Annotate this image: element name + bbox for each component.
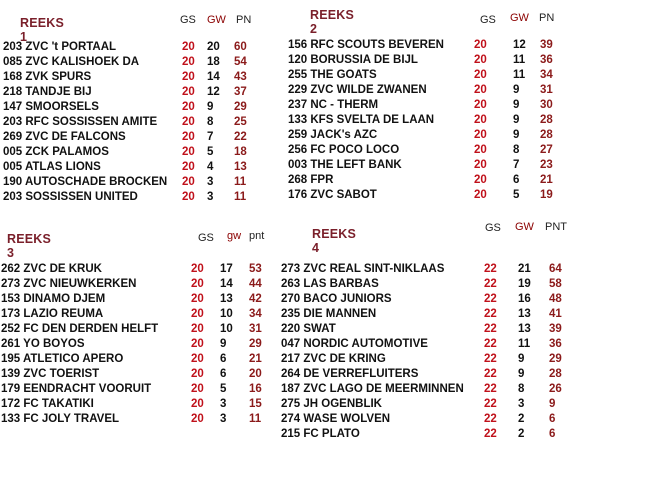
team-name: 190 AUTOSCHADE BROCKEN bbox=[3, 176, 168, 188]
games-won: 12 bbox=[513, 39, 526, 51]
games-won: 7 bbox=[513, 159, 520, 171]
table-row bbox=[288, 53, 568, 68]
games-played: 20 bbox=[182, 116, 195, 128]
team-name: 085 ZVC KALISHOEK DA bbox=[3, 56, 140, 68]
table-row bbox=[1, 412, 276, 427]
team-name: 262 ZVC DE KRUK bbox=[1, 263, 102, 275]
reeks1-table bbox=[3, 40, 283, 205]
games-played: 22 bbox=[484, 308, 497, 320]
table-row bbox=[1, 307, 276, 322]
points: 53 bbox=[249, 263, 262, 275]
games-played: 20 bbox=[474, 39, 487, 51]
points: 58 bbox=[549, 278, 562, 290]
table-row bbox=[1, 397, 276, 412]
games-played: 20 bbox=[191, 383, 204, 395]
team-name: 255 THE GOATS bbox=[288, 69, 377, 81]
points: 31 bbox=[249, 323, 262, 335]
team-name: 203 RFC SOSSISSEN AMITE bbox=[3, 116, 158, 128]
games-played: 20 bbox=[191, 368, 204, 380]
games-won: 14 bbox=[207, 71, 220, 83]
points: 9 bbox=[549, 398, 556, 410]
points: 6 bbox=[549, 413, 556, 425]
table-row bbox=[281, 337, 581, 352]
games-won: 6 bbox=[513, 174, 520, 186]
games-won: 13 bbox=[220, 293, 233, 305]
games-won: 9 bbox=[513, 129, 520, 141]
games-won: 12 bbox=[207, 86, 220, 98]
points: 28 bbox=[549, 368, 562, 380]
points: 11 bbox=[249, 413, 262, 425]
games-played: 20 bbox=[191, 308, 204, 320]
table-row bbox=[288, 143, 568, 158]
games-won: 3 bbox=[207, 176, 214, 188]
team-name: 187 ZVC LAGO DE MEERMINNEN bbox=[281, 383, 464, 395]
reeks4-header-pn: PNT bbox=[545, 221, 567, 233]
table-row bbox=[3, 145, 283, 160]
reeks3-header-pn: pnt bbox=[249, 230, 265, 242]
games-played: 22 bbox=[484, 323, 497, 335]
games-played: 20 bbox=[182, 176, 195, 188]
table-row bbox=[1, 262, 276, 277]
table-row bbox=[281, 412, 581, 427]
team-name: 133 KFS SVELTA DE LAAN bbox=[288, 114, 435, 126]
points: 22 bbox=[234, 131, 247, 143]
points: 19 bbox=[540, 189, 553, 201]
games-played: 20 bbox=[474, 54, 487, 66]
games-played: 20 bbox=[191, 323, 204, 335]
games-played: 22 bbox=[484, 293, 497, 305]
team-name: 156 RFC SCOUTS BEVEREN bbox=[288, 39, 444, 51]
table-row bbox=[3, 175, 283, 190]
team-name: 270 BACO JUNIORS bbox=[281, 293, 392, 305]
table-row bbox=[281, 292, 581, 307]
games-won: 16 bbox=[518, 293, 531, 305]
games-won: 19 bbox=[518, 278, 531, 290]
games-won: 5 bbox=[220, 383, 227, 395]
games-played: 20 bbox=[474, 114, 487, 126]
points: 39 bbox=[540, 39, 553, 51]
games-won: 9 bbox=[513, 99, 520, 111]
team-name: 261 YO BOYOS bbox=[1, 338, 85, 350]
team-name: 047 NORDIC AUTOMOTIVE bbox=[281, 338, 428, 350]
games-won: 21 bbox=[518, 263, 531, 275]
reeks1-header-gw: GW bbox=[207, 14, 226, 26]
table-row bbox=[281, 352, 581, 367]
games-won: 9 bbox=[513, 114, 520, 126]
team-name: 274 WASE WOLVEN bbox=[281, 413, 391, 425]
games-won: 2 bbox=[518, 428, 525, 440]
games-played: 20 bbox=[474, 99, 487, 111]
games-won: 9 bbox=[513, 84, 520, 96]
games-won: 8 bbox=[518, 383, 525, 395]
table-row bbox=[1, 352, 276, 367]
games-played: 20 bbox=[474, 84, 487, 96]
reeks3-header-gw: gw bbox=[227, 230, 242, 242]
reeks2-header-pn: PN bbox=[539, 12, 555, 24]
games-played: 22 bbox=[484, 383, 497, 395]
team-name: 168 ZVK SPURS bbox=[3, 71, 92, 83]
games-won: 5 bbox=[513, 189, 520, 201]
table-row bbox=[281, 427, 581, 442]
games-played: 22 bbox=[484, 353, 497, 365]
reeks3-title: REEKS 3 bbox=[7, 232, 52, 260]
games-played: 20 bbox=[182, 86, 195, 98]
team-name: 153 DINAMO DJEM bbox=[1, 293, 106, 305]
games-played: 20 bbox=[191, 413, 204, 425]
games-won: 3 bbox=[518, 398, 525, 410]
team-name: 218 TANDJE BIJ bbox=[3, 86, 92, 98]
points: 29 bbox=[249, 338, 262, 350]
games-won: 11 bbox=[513, 54, 526, 66]
points: 34 bbox=[540, 69, 553, 81]
points: 26 bbox=[549, 383, 562, 395]
team-name: 237 NC - THERM bbox=[288, 99, 379, 111]
games-played: 20 bbox=[182, 41, 195, 53]
team-name: 139 ZVC TOERIST bbox=[1, 368, 100, 380]
reeks3-table bbox=[1, 262, 276, 427]
team-name: 273 ZVC REAL SINT-NIKLAAS bbox=[281, 263, 445, 275]
team-name: 220 SWAT bbox=[281, 323, 336, 335]
points: 31 bbox=[540, 84, 553, 96]
games-won: 13 bbox=[518, 308, 531, 320]
reeks1-header-pn: PN bbox=[236, 14, 252, 26]
points: 43 bbox=[234, 71, 247, 83]
games-played: 20 bbox=[191, 338, 204, 350]
games-won: 14 bbox=[220, 278, 233, 290]
games-won: 2 bbox=[518, 413, 525, 425]
games-won: 3 bbox=[220, 398, 227, 410]
table-row bbox=[3, 55, 283, 70]
points: 28 bbox=[540, 114, 553, 126]
points: 44 bbox=[249, 278, 262, 290]
points: 42 bbox=[249, 293, 262, 305]
games-won: 3 bbox=[207, 191, 214, 203]
games-played: 20 bbox=[191, 398, 204, 410]
team-name: 229 ZVC WILDE ZWANEN bbox=[288, 84, 427, 96]
points: 41 bbox=[549, 308, 562, 320]
points: 21 bbox=[540, 174, 553, 186]
table-row bbox=[281, 322, 581, 337]
table-row bbox=[288, 188, 568, 203]
points: 21 bbox=[249, 353, 262, 365]
games-won: 9 bbox=[220, 338, 227, 350]
points: 39 bbox=[549, 323, 562, 335]
games-won: 6 bbox=[220, 353, 227, 365]
table-row bbox=[281, 262, 581, 277]
points: 11 bbox=[234, 191, 247, 203]
table-row bbox=[3, 130, 283, 145]
games-played: 20 bbox=[191, 293, 204, 305]
team-name: 005 ZCK PALAMOS bbox=[3, 146, 109, 158]
games-won: 5 bbox=[207, 146, 214, 158]
table-row bbox=[281, 367, 581, 382]
team-name: 215 FC PLATO bbox=[281, 428, 360, 440]
reeks1-title: REEKS 1 bbox=[20, 16, 65, 44]
table-row bbox=[288, 68, 568, 83]
games-won: 8 bbox=[207, 116, 214, 128]
games-played: 22 bbox=[484, 398, 497, 410]
team-name: 005 ATLAS LIONS bbox=[3, 161, 101, 173]
games-won: 17 bbox=[220, 263, 233, 275]
table-row bbox=[1, 322, 276, 337]
games-won: 9 bbox=[518, 353, 525, 365]
games-played: 20 bbox=[182, 101, 195, 113]
points: 6 bbox=[549, 428, 556, 440]
points: 64 bbox=[549, 263, 562, 275]
points: 29 bbox=[549, 353, 562, 365]
games-played: 20 bbox=[182, 56, 195, 68]
games-played: 22 bbox=[484, 413, 497, 425]
table-row bbox=[1, 367, 276, 382]
games-played: 20 bbox=[474, 189, 487, 201]
table-row bbox=[3, 85, 283, 100]
table-row bbox=[281, 277, 581, 292]
games-played: 20 bbox=[182, 191, 195, 203]
table-row bbox=[1, 292, 276, 307]
team-name: 256 FC POCO LOCO bbox=[288, 144, 400, 156]
reeks4-header-gs: GS bbox=[485, 222, 501, 234]
team-name: 176 ZVC SABOT bbox=[288, 189, 377, 201]
team-name: 235 DIE MANNEN bbox=[281, 308, 377, 320]
reeks2-header-gs: GS bbox=[480, 14, 496, 26]
table-row bbox=[288, 113, 568, 128]
games-won: 13 bbox=[518, 323, 531, 335]
team-name: 275 JH OGENBLIK bbox=[281, 398, 382, 410]
points: 36 bbox=[549, 338, 562, 350]
games-played: 22 bbox=[484, 263, 497, 275]
team-name: 195 ATLETICO APERO bbox=[1, 353, 124, 365]
points: 48 bbox=[549, 293, 562, 305]
table-row bbox=[288, 98, 568, 113]
games-won: 3 bbox=[220, 413, 227, 425]
table-row bbox=[3, 115, 283, 130]
table-row bbox=[3, 70, 283, 85]
points: 29 bbox=[234, 101, 247, 113]
games-played: 20 bbox=[191, 353, 204, 365]
points: 11 bbox=[234, 176, 247, 188]
points: 30 bbox=[540, 99, 553, 111]
games-won: 11 bbox=[518, 338, 531, 350]
reeks4-table bbox=[281, 262, 581, 442]
reeks2-title: REEKS 2 bbox=[310, 8, 355, 36]
table-row bbox=[288, 173, 568, 188]
points: 15 bbox=[249, 398, 262, 410]
table-row bbox=[288, 128, 568, 143]
table-row bbox=[281, 397, 581, 412]
team-name: 133 FC JOLY TRAVEL bbox=[1, 413, 120, 425]
games-played: 20 bbox=[182, 146, 195, 158]
table-row bbox=[281, 382, 581, 397]
points: 34 bbox=[249, 308, 262, 320]
table-row bbox=[288, 38, 568, 53]
games-played: 22 bbox=[484, 368, 497, 380]
points: 18 bbox=[234, 146, 247, 158]
games-played: 22 bbox=[484, 338, 497, 350]
games-played: 20 bbox=[182, 71, 195, 83]
team-name: 273 ZVC NIEUWKERKEN bbox=[1, 278, 137, 290]
games-won: 18 bbox=[207, 56, 220, 68]
table-row bbox=[1, 382, 276, 397]
team-name: 120 BORUSSIA DE BIJL bbox=[288, 54, 418, 66]
games-played: 20 bbox=[191, 263, 204, 275]
team-name: 179 EENDRACHT VOORUIT bbox=[1, 383, 152, 395]
games-won: 4 bbox=[207, 161, 214, 173]
reeks2-header-gw: GW bbox=[510, 12, 529, 24]
team-name: 252 FC DEN DERDEN HELFT bbox=[1, 323, 159, 335]
table-row bbox=[3, 100, 283, 115]
team-name: 003 THE LEFT BANK bbox=[288, 159, 402, 171]
team-name: 203 ZVC 't PORTAAL bbox=[3, 41, 117, 53]
table-row bbox=[288, 158, 568, 173]
team-name: 264 DE VERREFLUITERS bbox=[281, 368, 419, 380]
games-played: 20 bbox=[474, 69, 487, 81]
games-won: 9 bbox=[207, 101, 214, 113]
reeks2-table bbox=[288, 38, 568, 203]
team-name: 217 ZVC DE KRING bbox=[281, 353, 386, 365]
points: 16 bbox=[249, 383, 262, 395]
reeks1-header-gs: GS bbox=[180, 14, 196, 26]
games-won: 7 bbox=[207, 131, 214, 143]
games-won: 8 bbox=[513, 144, 520, 156]
points: 28 bbox=[540, 129, 553, 141]
points: 37 bbox=[234, 86, 247, 98]
games-played: 20 bbox=[182, 161, 195, 173]
reeks4-title: REEKS 4 bbox=[312, 227, 357, 255]
games-played: 20 bbox=[182, 131, 195, 143]
team-name: 172 FC TAKATIKI bbox=[1, 398, 94, 410]
team-name: 263 LAS BARBAS bbox=[281, 278, 379, 290]
games-played: 22 bbox=[484, 278, 497, 290]
points: 20 bbox=[249, 368, 262, 380]
games-played: 20 bbox=[474, 129, 487, 141]
games-played: 20 bbox=[191, 278, 204, 290]
points: 54 bbox=[234, 56, 247, 68]
team-name: 147 SMOORSELS bbox=[3, 101, 99, 113]
table-row bbox=[1, 277, 276, 292]
reeks3-header-gs: GS bbox=[198, 232, 214, 244]
team-name: 259 JACK's AZC bbox=[288, 129, 378, 141]
team-name: 173 LAZIO REUMA bbox=[1, 308, 104, 320]
games-won: 20 bbox=[207, 41, 220, 53]
games-played: 20 bbox=[474, 144, 487, 156]
games-won: 10 bbox=[220, 323, 233, 335]
games-played: 22 bbox=[484, 428, 497, 440]
points: 36 bbox=[540, 54, 553, 66]
points: 60 bbox=[234, 41, 247, 53]
table-row bbox=[3, 160, 283, 175]
games-won: 6 bbox=[220, 368, 227, 380]
games-played: 20 bbox=[474, 159, 487, 171]
reeks4-header-gw: GW bbox=[515, 221, 534, 233]
points: 23 bbox=[540, 159, 553, 171]
games-won: 10 bbox=[220, 308, 233, 320]
table-row bbox=[281, 307, 581, 322]
points: 13 bbox=[234, 161, 247, 173]
table-row bbox=[288, 83, 568, 98]
games-won: 9 bbox=[518, 368, 525, 380]
table-row bbox=[3, 40, 283, 55]
games-played: 20 bbox=[474, 174, 487, 186]
team-name: 269 ZVC DE FALCONS bbox=[3, 131, 126, 143]
team-name: 203 SOSSISSEN UNITED bbox=[3, 191, 138, 203]
table-row bbox=[1, 337, 276, 352]
points: 25 bbox=[234, 116, 247, 128]
team-name: 268 FPR bbox=[288, 174, 334, 186]
table-row bbox=[3, 190, 283, 205]
games-won: 11 bbox=[513, 69, 526, 81]
points: 27 bbox=[540, 144, 553, 156]
